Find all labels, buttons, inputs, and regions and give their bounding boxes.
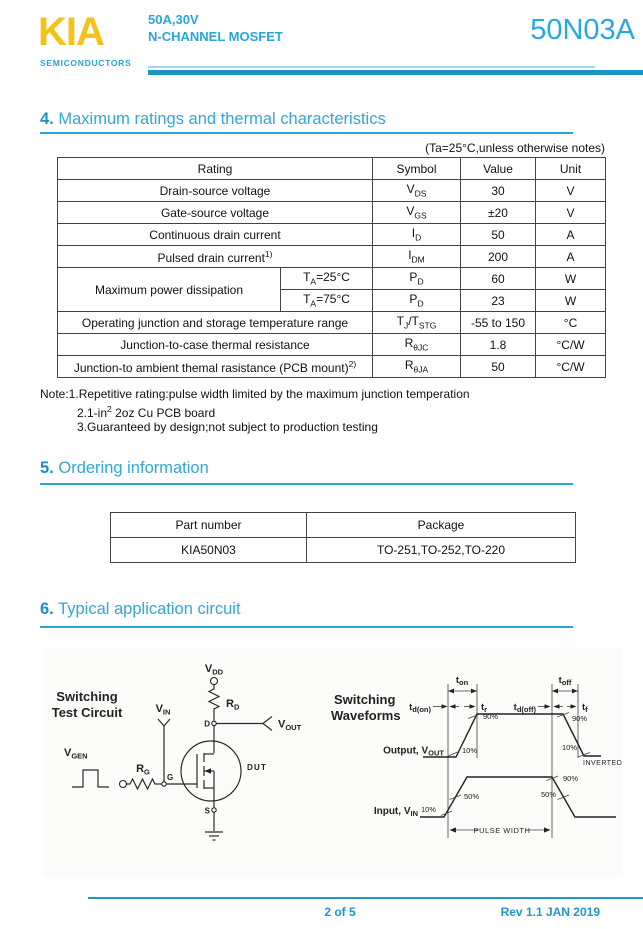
col-header-unit: Unit	[536, 158, 606, 180]
gate-node-label: G	[167, 773, 174, 782]
note-line-2: $2.1-in^2$ 2oz Cu PCB board	[77, 403, 216, 420]
section4-heading	[40, 110, 386, 129]
section6-rule	[40, 626, 573, 628]
application-circuit-figure	[40, 643, 630, 883]
svg-text:tr: $t_r$	[481, 702, 488, 714]
waveforms-title-2: Waveforms	[331, 708, 401, 723]
table-header-row	[58, 158, 606, 180]
section4-number: 4.	[40, 110, 54, 128]
source-node	[212, 808, 216, 812]
input-fall-90pct: 90%	[563, 774, 579, 783]
footer-rule	[88, 897, 643, 899]
note-line-3: 3.Guaranteed by design;not subject to production testing	[77, 420, 378, 434]
rd-label: $R_D$	[226, 698, 240, 712]
rg-label: $R_G$	[136, 763, 150, 777]
col-header-symbol: Symbol	[373, 158, 461, 180]
table-row: Operating junction and storage temperature range $T_J/T_{STG}$ -55 to 150 °C	[58, 312, 606, 334]
note-line-1: Note:1.Repetitive rating:pulse width limited by the maximum junction temperation	[40, 387, 470, 401]
pulse-width-label: PULSE WIDTH	[473, 826, 531, 835]
test-circuit-title-2: Test Circuit	[51, 705, 123, 720]
header-rule-dark	[148, 70, 643, 75]
vin-label: $V_{IN}$	[155, 703, 171, 717]
col-header-value: Value	[461, 158, 536, 180]
kia-logo: KIA	[38, 10, 104, 54]
gate-node	[162, 782, 166, 786]
header-device-type: N-CHANNEL MOSFET	[148, 29, 283, 44]
input-label: Input, $V_{IN}$	[373, 806, 418, 818]
vout-label: $V_{OUT}$	[278, 718, 302, 732]
header-rule-light	[148, 66, 595, 68]
section5-number: 5.	[40, 459, 54, 477]
output-fall-10pct: 10%	[561, 743, 577, 752]
col-header-part-number: Part number	[111, 513, 307, 538]
svg-text:tf: $t_f$	[582, 702, 588, 714]
max-ratings-table	[57, 157, 606, 378]
col-header-rating: Rating	[58, 158, 373, 180]
drain-node	[212, 721, 216, 725]
section6-number: 6.	[40, 600, 54, 618]
output-fall-90pct: 90%	[572, 714, 588, 723]
svg-text:td(off): $t_{d(off)}$	[513, 702, 536, 714]
section6-heading	[40, 600, 241, 619]
logo-subtext: SEMICONDUCTORS	[40, 58, 132, 68]
table-row: Junction-to ambient themal rasistance (PCB mount)$^{2)}$ $R_{\theta JA}$ 50 °C/W	[58, 356, 606, 378]
part-number-title: 50N03A	[530, 14, 635, 46]
table-row: Drain-source voltage $V_{DS}$ 30 V	[58, 180, 606, 202]
figure-background	[44, 647, 622, 877]
section5-heading	[40, 459, 209, 478]
gate-input-terminal	[120, 781, 127, 788]
inverted-note: INVERTED	[583, 760, 623, 767]
col-header-package: Package	[307, 513, 576, 538]
table-row: Maximum power dissipation $T_A=25^\circ C$ $P_D$ 60 W	[58, 268, 606, 290]
table-row: Continuous drain current $I_D$ 50 A	[58, 224, 606, 246]
test-circuit-title-1: Switching	[56, 689, 118, 704]
output-rise-10pct: 10%	[462, 746, 478, 755]
output-rise-90pct: 90%	[483, 712, 499, 721]
table-row: $T_A=75^\circ C$ $P_D$ 23 W	[58, 290, 606, 312]
waveforms-title-1: Switching	[334, 692, 396, 707]
output-label: Output, $V_{OUT}$	[383, 745, 444, 758]
svg-text:td(on): $t_{d(on)}$	[409, 702, 431, 714]
package-cell: TO-251,TO-252,TO-220	[307, 538, 576, 563]
vgen-label: $V_{GEN}$	[64, 747, 88, 761]
section4-rule	[40, 132, 573, 134]
table-header-row	[111, 513, 576, 538]
input-fall-50pct: 50%	[540, 790, 556, 799]
source-node-label: S	[204, 806, 210, 816]
section5-title: Ordering information	[58, 459, 209, 477]
test-condition-note: (Ta=25°C,unless otherwise notes)	[425, 141, 605, 155]
table-row: Junction-to-case thermal resistance $R_{\theta JC}$ 1.8 °C/W	[58, 334, 606, 356]
svg-text:toff: $t_{off}$	[558, 675, 572, 687]
input-rise-50pct: 50%	[464, 792, 480, 801]
table-row	[111, 538, 576, 563]
vdd-label: $V_{DD}$	[204, 663, 224, 677]
section5-rule	[40, 483, 573, 485]
page-number: 2 of 5	[324, 905, 356, 919]
dut-label: DUT	[247, 763, 268, 772]
section4-title: Maximum ratings and thermal characteristics	[58, 110, 386, 128]
part-number-cell: KIA50N03	[111, 538, 307, 563]
section6-title: Typical application circuit	[58, 600, 241, 618]
revision-label: Rev 1.1 JAN 2019	[500, 905, 600, 919]
vdd-terminal	[211, 678, 218, 685]
drain-node-label: D	[204, 719, 210, 729]
input-10pct: 10%	[421, 805, 437, 814]
table-row: Pulsed drain current$^{1)}$ $I_{DM}$ 200 A	[58, 246, 606, 268]
header-rating-line: 50A,30V	[148, 12, 199, 27]
table-row: Gate-source voltage $V_{GS}$ ±20 V	[58, 202, 606, 224]
svg-text:ton: $t_{on}$	[455, 675, 469, 687]
table-notes	[40, 387, 470, 435]
ordering-table	[110, 512, 576, 563]
